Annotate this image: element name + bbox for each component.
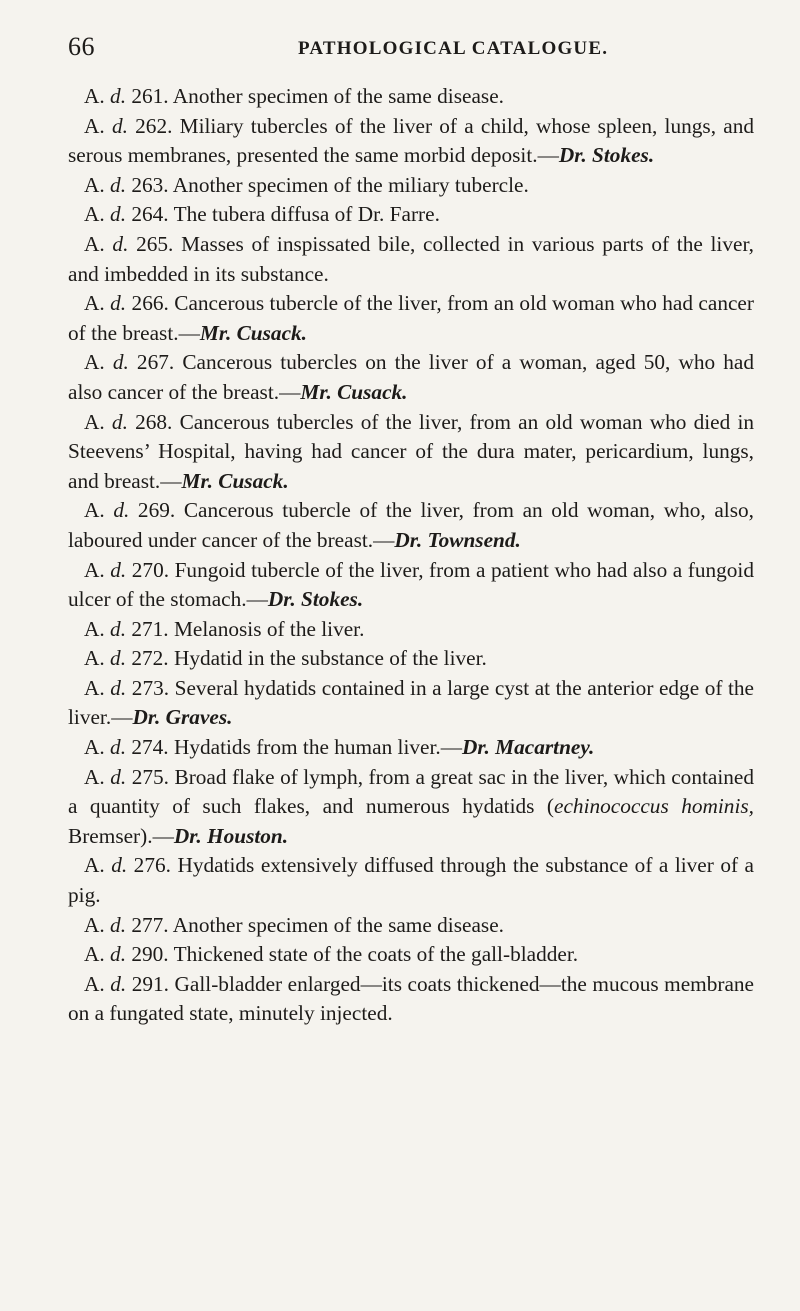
- entry-text: Another specimen of the same disease.: [172, 912, 504, 937]
- entry-text: Cancerous tubercle of the liver, from an old woman who had cancer of the breast.: [68, 291, 754, 345]
- entry-text: Hydatids extensively diffused through the substance of a liver of a pig.: [68, 853, 755, 908]
- catalogue-entry: A. d. 276. Hydatids extensively diffused through the substance of a liver of a pig.: [68, 853, 755, 908]
- entry-author: Mr. Cusack.: [181, 468, 289, 493]
- entry-text: Fungoid tubercle of the liver, from a patient who had also a fungoid ulcer of the stomach.: [68, 557, 754, 612]
- running-head: [68, 0, 750, 62]
- page-title: PATHOLOGICAL CATALOGUE.: [298, 38, 609, 59]
- entry-text: Broad flake of lymph, from a great sac in the liver, which contained a quantity of such flakes, and numerous hydatids (: [68, 764, 755, 819]
- entry-author: Mr. Cusack.: [300, 379, 408, 404]
- catalogue-entries: [68, 82, 754, 1029]
- catalogue-entry: A. d. 265. Masses of inspissated bile, collected in various parts of the liver, and imbedded in its substance.: [68, 231, 755, 286]
- entry-text: The tubera diffusa of Dr. Farre.: [173, 202, 440, 227]
- entry-text: Miliary tubercles of the liver of a child, whose spleen, lungs, and serous membranes, presented the same morbid deposit.: [68, 113, 754, 168]
- catalogue-entry: A. d. 264. The tubera diffusa of Dr. Farre.: [84, 202, 440, 227]
- entry-text: Cancerous tubercles on the liver of a woman, aged 50, who had also cancer of the breast.: [68, 350, 754, 404]
- catalogue-entry: A. d. 263. Another specimen of the miliary tubercle.: [84, 172, 529, 197]
- catalogue-entry: A. d. 290. Thickened state of the coats of the gall-bladder.: [84, 942, 579, 967]
- catalogue-entry: A. d. 273. Several hydatids contained in a large cyst at the anterior edge of the liver.—Dr. Graves.: [68, 675, 754, 730]
- catalogue-entry: A. d. 269. Cancerous tubercle of the liver, from an old woman, who, also, laboured under cancer of the breast.—Dr. Townsend.: [68, 498, 754, 552]
- entry-text: Cancerous tubercles of the liver, from an old woman who died in Steevens’ Hospital, having had cancer of the dura mater, pericardium, lungs, and breast.: [68, 409, 755, 493]
- catalogue-entry: A. d. 267. Cancerous tubercles on the liver of a woman, aged 50, who had also cancer of the breast.—Mr. Cusack.: [68, 350, 754, 404]
- catalogue-entry: A. d. 271. Melanosis of the liver.: [84, 616, 365, 641]
- page-number: 66: [68, 32, 95, 61]
- entry-author: Dr. Townsend.: [394, 527, 521, 552]
- entry-text: Masses of inspissated bile, collected in various parts of the liver, and imbedded in its substance.: [68, 231, 755, 286]
- entry-author: Dr. Stokes.: [558, 143, 655, 168]
- catalogue-entry: A. d. 270. Fungoid tubercle of the liver, from a patient who had also a fungoid ulcer of the stomach.—Dr. Stokes.: [68, 557, 754, 612]
- entry-author: Dr. Macartney.: [462, 735, 595, 760]
- entry-author: Mr. Cusack.: [199, 320, 307, 345]
- entry-text: Gall-bladder enlarged—its coats thickened—the mucous membrane on a fungated state, minutely injected.: [68, 971, 755, 1026]
- entry-text: Another specimen of the same disease.: [172, 84, 504, 108]
- entry-text: Several hydatids contained in a large cyst at the anterior edge of the liver.: [68, 675, 754, 730]
- entry-author: Dr. Stokes.: [267, 587, 364, 612]
- entry-text: Melanosis of the liver.: [173, 616, 365, 641]
- catalogue-entry: A. d. 277. Another specimen of the same disease.: [84, 912, 504, 937]
- catalogue-entry: A. d. 275. Broad flake of lymph, from a great sac in the liver, which contained a quantity of such flakes, and numerous hydatids (echinococcus hominis, Bremser).—Dr. Houston.: [68, 764, 755, 848]
- catalogue-entry: A. d. 262. Miliary tubercles of the liver of a child, whose spleen, lungs, and serous membranes, presented the same morbid deposit.—Dr. Stokes.: [68, 113, 754, 168]
- catalogue-entry: A. d. 272. Hydatid in the substance of the liver.: [84, 646, 487, 671]
- entry-author: Dr. Graves.: [132, 705, 233, 730]
- entry-text: Another specimen of the miliary tubercle.: [172, 172, 529, 197]
- catalogue-entry: A. d. 268. Cancerous tubercles of the liver, from an old woman who died in Steevens’ Hospital, having had cancer of the dura mater, pericardium, lungs, and breast.—Mr. Cusack.: [68, 409, 755, 493]
- entry-text: Hydatids from the human liver.: [173, 735, 441, 760]
- catalogue-entry: A. d. 274. Hydatids from the human liver.—Dr. Macartney.: [84, 735, 595, 760]
- catalogue-entry: A. d. 266. Cancerous tubercle of the liver, from an old woman who had cancer of the breast.—Mr. Cusack.: [68, 291, 754, 345]
- entry-text: Hydatid in the substance of the liver.: [173, 646, 487, 671]
- entry-text: Cancerous tubercle of the liver, from an old woman, who, also, laboured under cancer of the breast.: [68, 498, 754, 552]
- species-name: echinococcus hominis,: [554, 794, 754, 819]
- entry-author: Dr. Houston.: [173, 823, 289, 848]
- catalogue-entry: A. d. 291. Gall-bladder enlarged—its coats thickened—the mucous membrane on a fungated state, minutely injected.: [68, 971, 755, 1026]
- entry-text: Thickened state of the coats of the gall-bladder.: [173, 942, 579, 967]
- catalogue-entry: A. d. 261. Another specimen of the same disease.: [84, 84, 504, 108]
- entry-text-after: Bremser).: [68, 823, 153, 848]
